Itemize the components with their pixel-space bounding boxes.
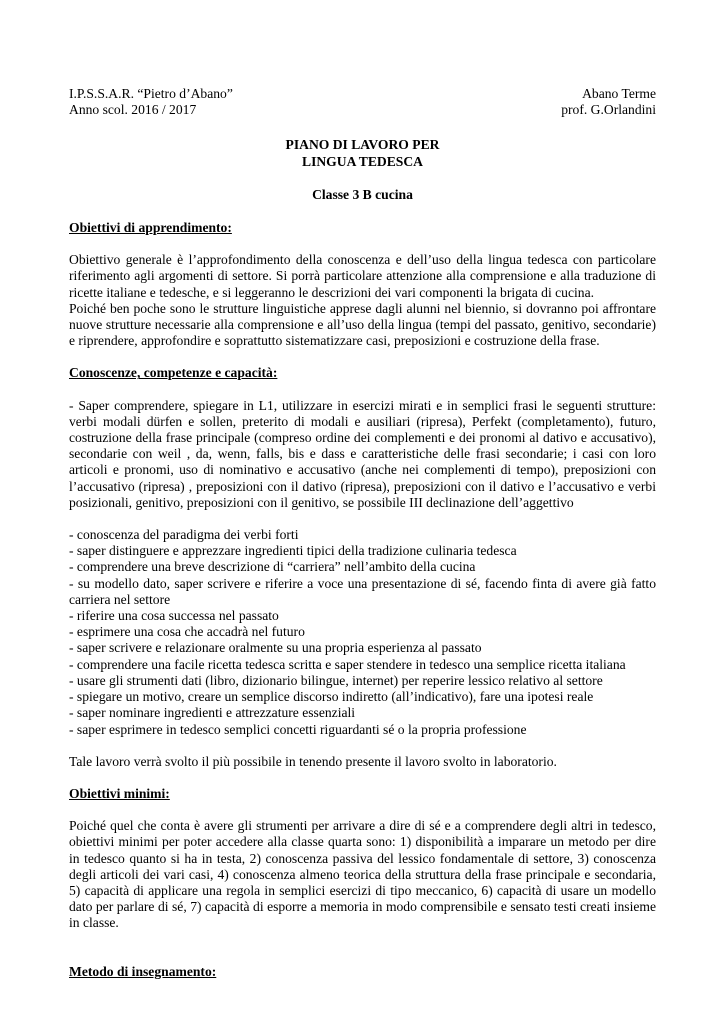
list-item: - saper nominare ingredienti e attrezzature essenziali: [69, 705, 356, 721]
list-item: - saper distinguere e apprezzare ingredienti tipici della tradizione culinaria tedesca: [69, 543, 517, 559]
doc-title-line1: PIANO DI LAVORO PER: [285, 137, 440, 153]
list-item: - comprendere una facile ricetta tedesca scritta e saper stendere in tedesco una semplice ricetta italiana: [69, 656, 626, 672]
conoscenze-intro: - Saper comprendere, spiegare in L1, utilizzare in esercizi mirati e in semplici frasi le seguenti strutture: verbi modali dürfen e sollen, preterito di modali e ausiliari (ripresa), Perfekt (completamento), futuro, costruzione della frase principale (compreso ordine dei complementi e dei pronomi al dativo e accusativo), secondarie con weil , da, wenn, falls, bis e dass e caratteristiche delle frasi secondarie; i casi con loro articoli e pronomi, uso di nominativo e accusativo (anche nei complementi di tempo), preposizioni con l’accusativo (ripresa) , preposizioni con il dativo (ripresa), preposizioni con il dativo e l’accusativo e verbi posizionali, genitivo, preposizioni con il genitivo, se possibile III declinazione dell’aggettivo: [69, 397, 656, 510]
list-item: - saper scrivere e relazionare oralmente su una propria esperienza al passato: [69, 640, 482, 656]
section-title-obiettivi: Obiettivi di apprendimento:: [69, 220, 232, 236]
list-item: - su modello dato, saper scrivere e riferire a voce una presentazione di sé, facendo finta di avere già fatto carriera nel settore: [69, 575, 656, 607]
obiettivi-paragraph-1: Obiettivo generale è l’approfondimento della conoscenza e dell’uso della lingua tedesca con particolare riferimento agli argomenti di settore. Si porrà particolare attenzione alla comprensione e alla traduzione di ricette italiane e tedesche, e si leggeranno le descrizioni dei vari componenti la brigata di cucina.: [69, 252, 656, 300]
school-name: I.P.S.S.A.R. “Pietro d’Abano”: [69, 86, 233, 101]
minimi-paragraph: Poiché quel che conta è avere gli strumenti per arrivare a dire di sé e a comprendere degli altri in tedesco, obiettivi minimi per poter accedere alla classe quarta sono: 1) disponibilità a imparare un metodo per dire in tedesco quanto si ha in testa, 2) conoscenza passiva del lessico fondamentale di settore, 3) conoscenza degli articoli dei vari casi, 4) conoscenza almeno teorica della struttura della frase principale e secondaria, 5) capacità di applicare una regola in semplici esercizi di tipo meccanico, 6) capacità di usare un modello dato per parlare di sé, 7) capacità di esporre a memoria in modo comprensibile e sensato testi creati insieme in classe.: [69, 818, 656, 931]
school-year: Anno scol. 2016 / 2017: [69, 102, 197, 118]
list-item: - conoscenza del paradigma dei verbi forti: [69, 527, 299, 543]
obiettivi-paragraph-2: Poiché ben poche sono le strutture linguistiche apprese dagli alunni nel biennio, si dovranno poi affrontare nuove strutture necessarie alla comprensione e all’uso della lingua (tempi del passato, genitivo, secondarie) e riprendere, approfondire e soprattutto sistematizzare casi, preposizioni e costruzione della frase.: [69, 300, 656, 349]
list-item: - riferire una cosa successa nel passato: [69, 608, 279, 624]
header-row-2: [69, 102, 656, 118]
header-row-1: [69, 86, 656, 102]
list-item: - usare gli strumenti dati (libro, dizionario bilingue, internet) per reperire lessico relativo al settore: [69, 672, 603, 688]
section-title-metodo: Metodo di insegnamento:: [69, 963, 217, 979]
list-item: - spiegare un motivo, creare un semplice discorso indiretto (all’indicativo), fare una ipotesi reale: [69, 689, 594, 705]
section-title-minimi: Obiettivi minimi:: [69, 785, 170, 801]
list-item: - esprimere una cosa che accadrà nel futuro: [69, 624, 305, 640]
tale-lavoro-paragraph: Tale lavoro verrà svolto il più possibile in tenendo presente il lavoro svolto in laboratorio.: [69, 753, 557, 769]
doc-title-line2: LINGUA TEDESCA: [302, 153, 423, 169]
list-item: - saper esprimere in tedesco semplici concetti riguardanti sé o la propria professione: [69, 721, 527, 737]
teacher-name: prof. G.Orlandini: [561, 102, 656, 118]
class-title: Classe 3 B cucina: [312, 186, 413, 202]
school-place: Abano Terme: [582, 86, 656, 101]
competenze-list: [69, 527, 656, 738]
section-title-conoscenze: Conoscenze, competenze e capacità:: [69, 365, 278, 381]
list-item: - comprendere una breve descrizione di “carriera” nell’ambito della cucina: [69, 559, 476, 575]
